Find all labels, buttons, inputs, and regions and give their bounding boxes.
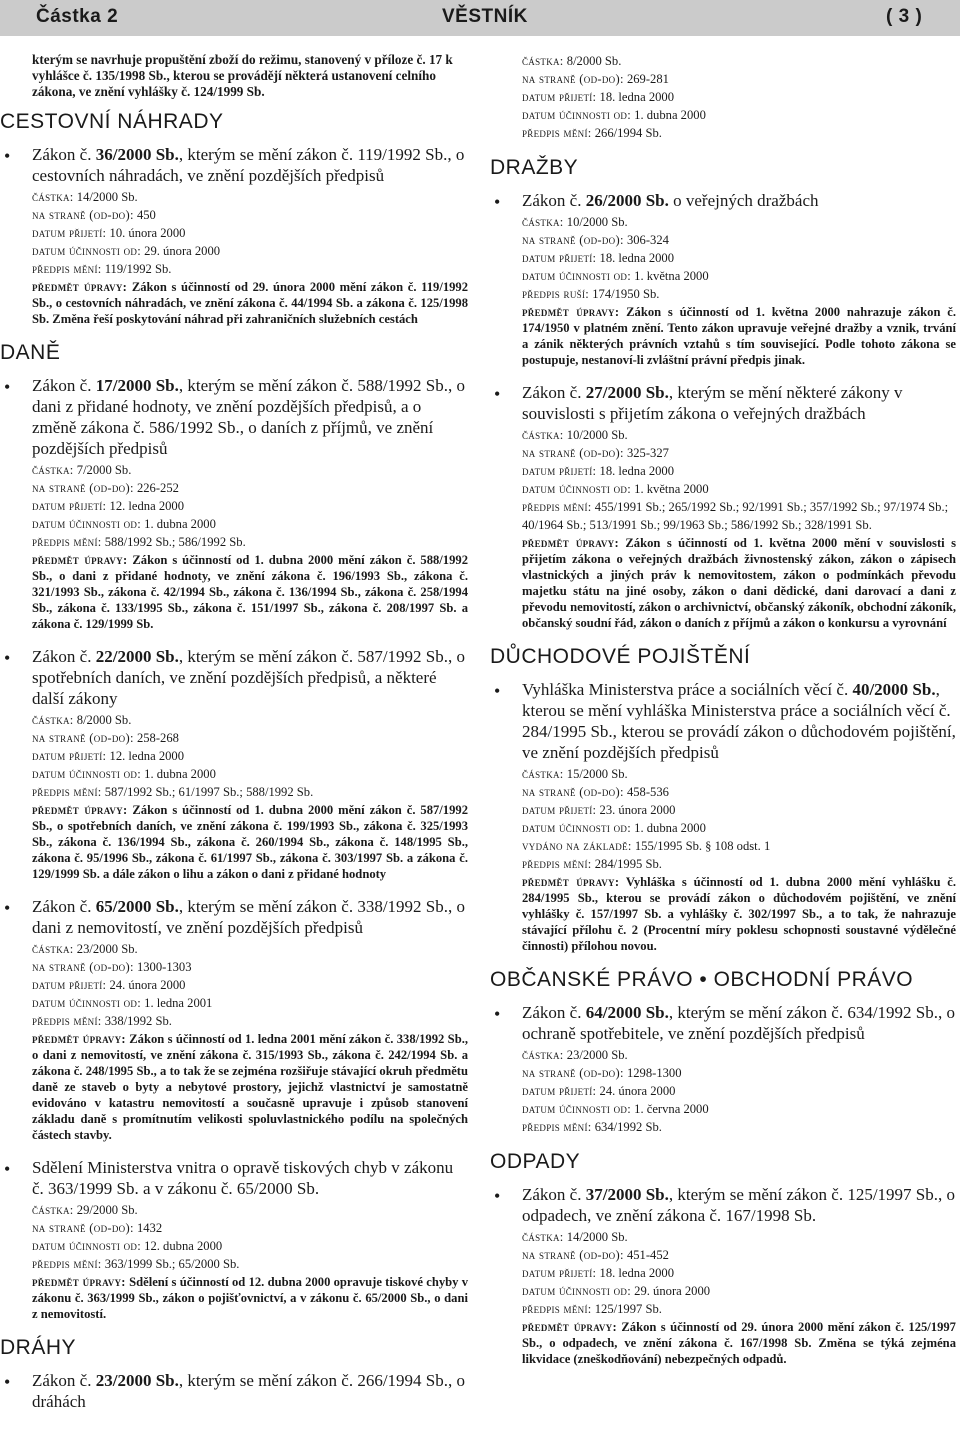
meta-label: datum účinnosti od: xyxy=(32,1239,141,1253)
meta-label: na straně (od-do): xyxy=(522,233,624,247)
entry-meta xyxy=(522,1046,956,1136)
meta-label: datum účinnosti od: xyxy=(522,269,631,283)
section-heading: ODPADY xyxy=(490,1150,581,1173)
bullet-icon: • xyxy=(494,384,501,404)
meta-amends xyxy=(32,533,468,551)
bullet-icon: • xyxy=(494,681,501,701)
meta-issue xyxy=(522,52,956,70)
meta-value: 451-452 xyxy=(626,1248,669,1262)
meta-value: 10. února 2000 xyxy=(109,226,186,240)
entry-title-rest: , kterým se mění zákon č. 266/1994 Sb., o dráhách xyxy=(32,1371,465,1411)
meta-label: na straně (od-do): xyxy=(32,208,134,222)
meta-amends xyxy=(522,498,956,534)
law-entry xyxy=(0,1370,468,1412)
meta-amends xyxy=(522,124,956,142)
entry-number: 23/2000 Sb. xyxy=(95,1371,179,1390)
entry-number: 40/2000 Sb. xyxy=(852,680,936,699)
meta-value: 18. ledna 2000 xyxy=(599,464,675,478)
law-entry xyxy=(0,646,468,882)
meta-issue xyxy=(522,213,956,231)
entry-subject xyxy=(522,304,956,368)
entry-number: 37/2000 Sb. xyxy=(585,1185,669,1204)
continued-text: kterým se navrhuje propuštění zboží do režimu, stanovený v příloze č. 17 k vyhlášce č. 135/1998 Sb., kterou se provádějí některá ustanovení celního zákona, ve znění vyhlášky č. 124/1999 Sb. xyxy=(32,52,453,99)
law-entry xyxy=(490,1184,956,1367)
meta-effective-date xyxy=(522,106,956,124)
bullet-icon: • xyxy=(494,1004,501,1024)
entry-meta xyxy=(522,213,956,303)
law-entry xyxy=(490,382,956,631)
meta-value: 588/1992 Sb.; 586/1992 Sb. xyxy=(104,535,246,549)
meta-effective-date xyxy=(32,515,468,533)
entry-title-rest: , kterým se mění zákon č. 125/1997 Sb., o odpadech, ve znění zákona č. 167/1998 Sb. xyxy=(522,1185,955,1225)
meta-issue xyxy=(522,765,956,783)
entry-subject xyxy=(522,535,956,631)
entry-title xyxy=(32,1370,468,1412)
law-entry xyxy=(490,1002,956,1136)
meta-value: 266/1994 Sb. xyxy=(594,126,662,140)
subject-label: předmět úpravy: xyxy=(32,1275,126,1289)
subject-label: předmět úpravy: xyxy=(522,875,620,889)
law-entry xyxy=(0,1157,468,1322)
subject-label: předmět úpravy: xyxy=(522,536,619,550)
meta-date-received xyxy=(522,88,956,106)
left-column xyxy=(0,52,468,1426)
meta-issue xyxy=(32,188,468,206)
entry-title-lead: Zákon č. xyxy=(32,647,96,666)
subject-text: Sdělení s účinností od 12. dubna 2000 opravuje tiskové chyby v zákonu č. 363/1999 Sb., zákon o pojišťovnictví, a v zákonu č. 65/2000 Sb., o dani z nemovitostí. xyxy=(32,1275,468,1321)
meta-value: 12. dubna 2000 xyxy=(144,1239,223,1253)
meta-label: předpis mění: xyxy=(522,1120,592,1134)
meta-value: 363/1999 Sb.; 65/2000 Sb. xyxy=(104,1257,240,1271)
meta-pages xyxy=(32,479,468,497)
meta-date-received xyxy=(522,801,956,819)
meta-label: datum účinnosti od: xyxy=(32,517,141,531)
meta-value: 125/1997 Sb. xyxy=(594,1302,662,1316)
entry-subject xyxy=(522,1319,956,1367)
meta-label: na straně (od-do): xyxy=(32,481,134,495)
meta-value: 1. června 2000 xyxy=(634,1102,709,1116)
bullet-icon: • xyxy=(4,1159,11,1179)
meta-amends xyxy=(522,1300,956,1318)
meta-value: 7/2000 Sb. xyxy=(76,463,132,477)
meta-pages xyxy=(522,231,956,249)
meta-label: předpis mění: xyxy=(32,535,102,549)
entry-title xyxy=(32,1157,468,1199)
entry-title xyxy=(522,382,956,424)
meta-value: 634/1992 Sb. xyxy=(594,1120,662,1134)
subject-text: Zákon s účinností od 1. května 2000 mění v souvislosti s přijetím zákona o veřejných dražbách živnostenský zákon, zákon o zápisech vlastnických a jiných práv k nemovitostem, zákon o podmínkách převodu majetku státu na jiné osoby, zákon o dani dědické, dani darovací a dani z převodu nemovitostí, zákon o archivnictví, občanský zákoník, obchodní zákoník, občanský soudní řád, zákon o daních z příjmů a zákon o konkursu a vyrovnání xyxy=(522,536,956,630)
section-heading: OBČANSKÉ PRÁVO • OBCHODNÍ PRÁVO xyxy=(490,968,914,991)
meta-pages xyxy=(522,70,956,88)
meta-label: částka: xyxy=(32,1203,74,1217)
subject-text: Vyhláška s účinností od 1. dubna 2000 mění vyhlášku č. 284/1995 Sb., kterou se provádí zákon o důchodovém pojištění, ve znění vyhlášky č. 157/1997 Sb. a vyhlášky č. 302/1997 Sb., a to tak, že nahrazuje stávající přílohu č. 2 (Procentní míry poklesu schopnosti soustavné výdělečné činnosti) přílohou novou. xyxy=(522,875,956,953)
meta-value: 269-281 xyxy=(626,72,669,86)
meta-label: datum účinnosti od: xyxy=(32,767,141,781)
meta-value: 24. února 2000 xyxy=(599,1084,676,1098)
meta-amends xyxy=(522,1118,956,1136)
subject-text: Zákon s účinností od 1. května 2000 nahrazuje zákon č. 174/1950 v platném znění. Tento zákon upravuje veřejné dražby a vznik, trvání a zánik některých právních vztahů s tím související. Podle tohoto zákona se postupuje, nestanoví-li zvláštní právní předpis jinak. xyxy=(522,305,956,367)
bullet-icon: • xyxy=(494,1186,501,1206)
bullet-icon: • xyxy=(4,648,11,668)
meta-label: na straně (od-do): xyxy=(32,1221,134,1235)
entry-title xyxy=(522,1184,956,1226)
meta-value: 12. ledna 2000 xyxy=(109,499,185,513)
entry-title-rest: , kterým se mění některé zákony v souvislosti s přijetím zákona o veřejných dražbách xyxy=(522,383,903,423)
meta-value: 1300-1303 xyxy=(136,960,192,974)
entry-title-rest: , kterým se mění zákon č. 634/1992 Sb., o ochraně spotřebitele, ve znění pozdějších předpisů xyxy=(522,1003,955,1043)
meta-date-received xyxy=(522,462,956,480)
entry-title-rest: o veřejných dražbách xyxy=(668,191,819,210)
meta-effective-date xyxy=(522,480,956,498)
entry-subject xyxy=(32,1274,468,1322)
law-entry xyxy=(0,896,468,1143)
entry-subject xyxy=(32,552,468,632)
meta-label: předpis mění: xyxy=(32,1257,102,1271)
meta-label: na straně (od-do): xyxy=(32,960,134,974)
meta-value: 1. dubna 2000 xyxy=(144,767,216,781)
meta-value: 284/1995 Sb. xyxy=(594,857,662,871)
meta-pages xyxy=(32,958,468,976)
entry-number: 27/2000 Sb. xyxy=(585,383,669,402)
meta-value: 174/1950 Sb. xyxy=(592,287,660,301)
entry-meta xyxy=(32,461,468,551)
meta-label: datum účinnosti od: xyxy=(522,1102,631,1116)
meta-label: datum přijetí: xyxy=(522,90,597,104)
meta-label: předpis mění: xyxy=(32,785,102,799)
meta-value: 587/1992 Sb.; 61/1997 Sb.; 588/1992 Sb. xyxy=(104,785,314,799)
meta-pages xyxy=(32,206,468,224)
subject-text: Zákon s účinností od 1. ledna 2001 mění zákon č. 338/1992 Sb., o dani z nemovitostí, ve znění zákona č. 315/1993 Sb., zákona č. 242/1994 Sb. a zákona č. 248/1995 Sb., a to tak že se zejména rozšiřuje stávající okruh předmětu daně ze staveb o byty a nebytové prostory, jejichž vlastnictví je samostatně evidováno v katastru nemovitostí a současně upravuje i způsob stanovení základu daně s promítnutím velikosti spoluvlastnického podílu na společných částech stavby. xyxy=(32,1032,468,1142)
bullet-icon: • xyxy=(4,898,11,918)
entry-title xyxy=(32,646,468,709)
meta-issue xyxy=(32,940,468,958)
meta-value: 258-268 xyxy=(136,731,179,745)
subject-text: Zákon s účinností od 1. dubna 2000 mění zákon č. 588/1992 Sb., o dani z přidané hodnoty, ve znění zákona č. 196/1993 Sb., zákona č. 321/1993 Sb., zákona č. 42/1994 Sb., zákona č. 136/1994 Sb., zákona č. 258/1994 Sb., zákona č. 133/1995 Sb., zákona č. 151/1997 Sb., zákona č. 208/1997 Sb. a zákona č. 129/1999 Sb. xyxy=(32,553,468,631)
meta-label: předpis mění: xyxy=(32,262,102,276)
entry-title-lead: Zákon č. xyxy=(32,897,96,916)
entry-meta xyxy=(522,426,956,534)
meta-value: 10/2000 Sb. xyxy=(566,428,628,442)
meta-effective-date xyxy=(32,994,468,1012)
meta-value: 455/1991 Sb.; 265/1992 Sb.; 92/1991 Sb.; 357/1992 Sb.; 97/1974 Sb.; 40/1964 Sb.; 513/1991 Sb.; 99/1963 Sb.; 586/1992 Sb.; 328/1991 Sb. xyxy=(522,500,949,532)
meta-value: 1298-1300 xyxy=(626,1066,682,1080)
meta-effective-date xyxy=(522,1282,956,1300)
meta-label: částka: xyxy=(32,463,74,477)
meta-label: datum účinnosti od: xyxy=(522,108,631,122)
bullet-icon: • xyxy=(4,377,11,397)
meta-value: 458-536 xyxy=(626,785,669,799)
meta-value: 18. ledna 2000 xyxy=(599,90,675,104)
meta-label: na straně (od-do): xyxy=(522,446,624,460)
meta-label: vydáno na základě: xyxy=(522,839,632,853)
entry-subject xyxy=(32,1031,468,1143)
subject-label: předmět úpravy: xyxy=(32,553,128,567)
meta-value: 18. ledna 2000 xyxy=(599,1266,675,1280)
meta-pages xyxy=(522,1064,956,1082)
meta-issue xyxy=(522,1046,956,1064)
meta-value: 450 xyxy=(136,208,156,222)
meta-label: na straně (od-do): xyxy=(32,731,134,745)
meta-label: datum přijetí: xyxy=(522,1266,597,1280)
meta-label: datum účinnosti od: xyxy=(32,244,141,258)
meta-value: 1. května 2000 xyxy=(634,269,709,283)
law-entry xyxy=(0,375,468,632)
law-entry xyxy=(0,144,468,327)
meta-label: datum účinnosti od: xyxy=(32,996,141,1010)
meta-amends xyxy=(32,1255,468,1273)
header-title: VĚSTNÍK xyxy=(442,6,528,27)
meta-repeals xyxy=(522,285,956,303)
meta-issue xyxy=(32,1201,468,1219)
meta-label: předpis mění: xyxy=(522,126,592,140)
subject-label: předmět úpravy: xyxy=(32,803,128,817)
entry-title-lead: Zákon č. xyxy=(522,1185,586,1204)
bullet-icon: • xyxy=(4,1372,11,1392)
meta-label: předpis mění: xyxy=(32,1014,102,1028)
entry-number: 26/2000 Sb. xyxy=(585,191,669,210)
entry-number: 64/2000 Sb. xyxy=(585,1003,669,1022)
meta-label: datum účinnosti od: xyxy=(522,1284,631,1298)
meta-label: částka: xyxy=(32,942,74,956)
meta-value: 29. února 2000 xyxy=(144,244,221,258)
entry-title xyxy=(522,1002,956,1044)
meta-label: datum přijetí: xyxy=(522,803,597,817)
entry-title-lead: Zákon č. xyxy=(522,383,586,402)
bullet-icon: • xyxy=(494,192,501,212)
meta-label: datum přijetí: xyxy=(522,464,597,478)
entry-title-lead: Zákon č. xyxy=(32,1371,96,1390)
meta-value: 15/2000 Sb. xyxy=(566,767,628,781)
entry-title-rest: , kterou se mění vyhláška Ministerstva práce a sociálních věcí č. 284/1995 Sb., kterou se provádí zákon o důchodovém pojištění, ve znění pozdějších předpisů xyxy=(522,680,956,762)
meta-value: 1. dubna 2000 xyxy=(634,108,706,122)
entry-title xyxy=(32,375,468,459)
meta-value: 18. ledna 2000 xyxy=(599,251,675,265)
meta-label: datum účinnosti od: xyxy=(522,482,631,496)
meta-value: 155/1995 Sb. § 108 odst. 1 xyxy=(634,839,771,853)
meta-label: datum přijetí: xyxy=(32,499,107,513)
header-page-number: ( 3 ) xyxy=(886,6,923,27)
meta-value: 119/1992 Sb. xyxy=(104,262,172,276)
meta-amends xyxy=(522,855,956,873)
meta-value: 226-252 xyxy=(136,481,179,495)
meta-value: 325-327 xyxy=(626,446,669,460)
meta-value: 29/2000 Sb. xyxy=(76,1203,138,1217)
meta-label: předpis mění: xyxy=(522,1302,592,1316)
meta-date-received xyxy=(522,249,956,267)
meta-effective-date xyxy=(522,1100,956,1118)
meta-label: na straně (od-do): xyxy=(522,785,624,799)
meta-date-received xyxy=(32,747,468,765)
entry-title-lead: Vyhláška Ministerstva práce a sociálních věcí č. xyxy=(522,680,853,699)
subject-label: předmět úpravy: xyxy=(32,1032,126,1046)
meta-effective-date xyxy=(522,267,956,285)
meta-pages xyxy=(522,1246,956,1264)
meta-issue xyxy=(32,711,468,729)
meta-label: částka: xyxy=(522,215,564,229)
meta-date-received xyxy=(32,224,468,242)
entry-title-rest: , kterým se mění zákon č. 338/1992 Sb., o dani z nemovitostí, ve znění pozdějších předpisů xyxy=(32,897,465,937)
meta-issue xyxy=(522,1228,956,1246)
meta-label: datum přijetí: xyxy=(32,226,107,240)
meta-value: 23/2000 Sb. xyxy=(76,942,138,956)
entry-subject xyxy=(32,802,468,882)
meta-pages xyxy=(522,783,956,801)
meta-label: datum přijetí: xyxy=(32,749,107,763)
bullet-icon: • xyxy=(4,146,11,166)
meta-label: na straně (od-do): xyxy=(522,1248,624,1262)
entry-title xyxy=(522,190,956,211)
meta-value: 10/2000 Sb. xyxy=(566,215,628,229)
meta-value: 29. února 2000 xyxy=(634,1284,711,1298)
entry-meta xyxy=(32,1201,468,1273)
entry-title xyxy=(32,896,468,938)
meta-label: na straně (od-do): xyxy=(522,1066,624,1080)
section-heading: DRÁHY xyxy=(0,1336,77,1359)
subject-text: Zákon s účinností od 29. února 2000 mění zákon č. 119/1992 Sb., o cestovních náhradách, ve znění zákona č. 44/1994 Sb. a zákona č. 125/1998 Sb. Změna řeší poskytování náhrad při zahraničních služebních cestách xyxy=(32,280,469,326)
meta-label: částka: xyxy=(522,1048,564,1062)
meta-pages xyxy=(32,1219,468,1237)
entry-meta xyxy=(32,188,468,278)
entry-meta xyxy=(522,765,956,873)
entry-meta xyxy=(32,711,468,801)
meta-value: 1. května 2000 xyxy=(634,482,709,496)
entry-meta xyxy=(522,1228,956,1318)
meta-label: předpis mění: xyxy=(522,500,592,514)
continued-entry-meta xyxy=(490,52,956,142)
meta-value: 24. února 2000 xyxy=(109,978,186,992)
law-entry xyxy=(490,190,956,368)
meta-effective-date xyxy=(522,819,956,837)
meta-issue xyxy=(32,461,468,479)
meta-amends xyxy=(32,260,468,278)
subject-label: předmět úpravy: xyxy=(522,305,620,319)
meta-label: datum přijetí: xyxy=(522,1084,597,1098)
meta-value: 1. dubna 2000 xyxy=(144,517,216,531)
meta-pages xyxy=(32,729,468,747)
meta-value: 338/1992 Sb. xyxy=(104,1014,172,1028)
meta-label: částka: xyxy=(522,767,564,781)
meta-value: 306-324 xyxy=(626,233,669,247)
section-heading: DRAŽBY xyxy=(490,156,579,179)
meta-issue xyxy=(522,426,956,444)
meta-date-received xyxy=(522,1264,956,1282)
entry-title-lead: Zákon č. xyxy=(522,1003,586,1022)
entry-meta xyxy=(32,940,468,1030)
meta-label: datum přijetí: xyxy=(522,251,597,265)
meta-label: datum účinnosti od: xyxy=(522,821,631,835)
header-issue: Částka 2 xyxy=(36,6,119,27)
entry-title-rest: , kterým se mění zákon č. 119/1992 Sb., o cestovních náhradách, ve znění pozdějších předpisů xyxy=(32,145,465,185)
section-heading: DŮCHODOVÉ POJIŠTĚNÍ xyxy=(490,645,751,668)
entry-number: 36/2000 Sb. xyxy=(95,145,179,164)
subject-label: předmět úpravy: xyxy=(32,280,128,294)
entry-subject xyxy=(32,279,468,327)
entry-subject xyxy=(522,874,956,954)
meta-effective-date xyxy=(32,1237,468,1255)
meta-value: 8/2000 Sb. xyxy=(76,713,132,727)
meta-date-received xyxy=(522,1082,956,1100)
meta-value: 1. ledna 2001 xyxy=(144,996,213,1010)
meta-label: datum přijetí: xyxy=(32,978,107,992)
meta-value: 23. února 2000 xyxy=(599,803,676,817)
subject-label: předmět úpravy: xyxy=(522,1320,617,1334)
entry-title-rest: , kterým se mění zákon č. 587/1992 Sb., o spotřebních daních, ve znění pozdějších předpisů, a některé další zákony xyxy=(32,647,465,708)
meta-pages xyxy=(522,444,956,462)
meta-value: 1432 xyxy=(136,1221,163,1235)
meta-label: na straně (od-do): xyxy=(522,72,624,86)
entry-number: 22/2000 Sb. xyxy=(95,647,179,666)
meta-date-received xyxy=(32,497,468,515)
meta-label: částka: xyxy=(32,190,74,204)
entry-title-lead: Zákon č. xyxy=(32,376,96,395)
meta-amends xyxy=(32,783,468,801)
entry-number: 65/2000 Sb. xyxy=(95,897,179,916)
subject-text: Zákon s účinností od 29. února 2000 mění zákon č. 125/1997 Sb., o odpadech, ve znění zákona č. 167/1998 Sb. Změna se týká zejména likvidace (zneškodňování) nebezpečných odpadů. xyxy=(522,1320,956,1366)
meta-value: 1. dubna 2000 xyxy=(634,821,706,835)
meta-value: 14/2000 Sb. xyxy=(76,190,138,204)
meta-value: 8/2000 Sb. xyxy=(566,54,622,68)
meta-label: částka: xyxy=(522,54,564,68)
meta-value: 12. ledna 2000 xyxy=(109,749,185,763)
section-heading: DANĚ xyxy=(0,341,61,364)
right-column xyxy=(490,52,956,1381)
meta-issued-under xyxy=(522,837,956,855)
meta-effective-date xyxy=(32,242,468,260)
entry-title xyxy=(32,144,468,186)
meta-value: 23/2000 Sb. xyxy=(566,1048,628,1062)
meta-effective-date xyxy=(32,765,468,783)
meta-label: částka: xyxy=(522,1230,564,1244)
entry-title xyxy=(522,679,956,763)
meta-label: předpis mění: xyxy=(522,857,592,871)
entry-title-lead: Zákon č. xyxy=(32,145,96,164)
entry-number: 17/2000 Sb. xyxy=(95,376,179,395)
meta-value: 14/2000 Sb. xyxy=(566,1230,628,1244)
meta-date-received xyxy=(32,976,468,994)
law-entry xyxy=(490,679,956,954)
meta-amends xyxy=(32,1012,468,1030)
entry-title-rest: , kterým se mění zákon č. 588/1992 Sb., o dani z přidané hodnoty, ve znění pozdějších předpisů, a o změně zákona č. 586/1992 Sb., o daních z příjmů, ve znění pozdějších předpisů xyxy=(32,376,465,458)
meta-label: částka: xyxy=(32,713,74,727)
entry-title-lead: Zákon č. xyxy=(522,191,586,210)
subject-text: Zákon s účinností od 1. dubna 2000 mění zákon č. 587/1992 Sb., o spotřebních daních, ve znění zákona č. 199/1993 Sb., zákona č. 325/1993 Sb., zákona č. 136/1994 Sb., zákona č. 260/1994 Sb., zákona č. 148/1995 Sb., zákona č. 95/1996 Sb., zákona č. 61/1997 Sb., zákona č. 303/1997 Sb. a zákona č. 129/1999 Sb. a dále zákon o lihu a zákon o dani z přidané hodnoty xyxy=(32,803,468,881)
meta-label: částka: xyxy=(522,428,564,442)
entry-title-lead: Sdělení Ministerstva vnitra o opravě tiskových chyb v zákonu č. 363/1999 Sb. a v zákonu č. 65/2000 Sb. xyxy=(32,1158,454,1198)
page-header xyxy=(0,0,960,36)
section-heading: CESTOVNÍ NÁHRADY xyxy=(0,110,224,133)
meta-label: předpis ruší: xyxy=(522,287,590,301)
